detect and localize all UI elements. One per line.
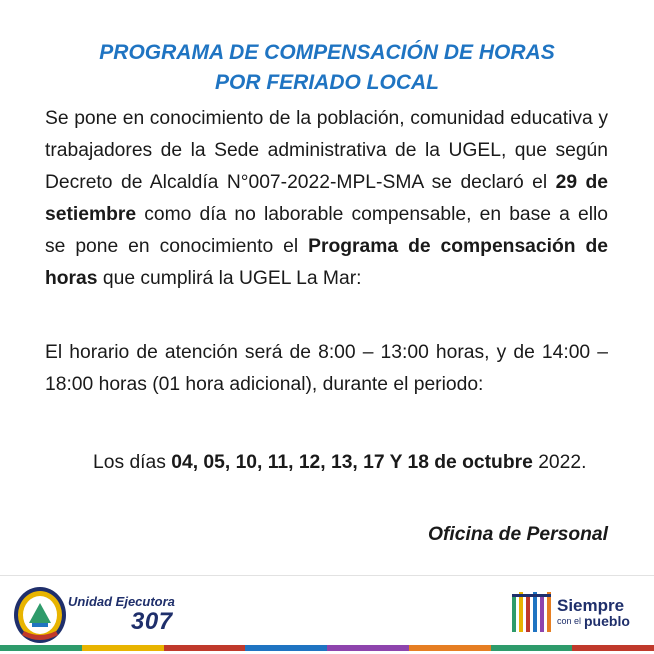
slogan-small: con el (557, 616, 582, 626)
document-title (0, 38, 654, 98)
dates-paragraph (93, 447, 608, 479)
color-stripe (82, 645, 164, 651)
ugel-seal-icon (12, 585, 68, 645)
p1-bold-program: Programa de compensación de horas (45, 236, 609, 289)
schedule-paragraph: El horario de atención será de 8:00 – 13:00 horas, y de 14:00 – 18:00 horas (01 hora adicional), durante el periodo: (45, 342, 608, 395)
p3-bold-dates: 04, 05, 10, 11, 12, 13, 17 Y 18 de octubre (171, 452, 533, 473)
p1-text-3: que cumplirá la UGEL La Mar: (97, 268, 362, 289)
title-line-2: POR FERIADO LOCAL (215, 71, 439, 94)
color-stripe (409, 645, 491, 651)
p1-bold-date: 29 de setiembre (45, 172, 608, 225)
color-stripe (245, 645, 327, 651)
p3-text-1: Los días (93, 452, 172, 473)
color-stripe (0, 645, 82, 651)
slogan-main: Siempre (557, 596, 625, 615)
announcement-paragraph (45, 103, 608, 295)
p1-text-2: como día no laborable compensable, en base a ello se pone en conocimiento el (45, 204, 608, 257)
unit-number: 307 (131, 608, 173, 635)
color-stripe (572, 645, 654, 651)
signature: Oficina de Personal (427, 524, 608, 545)
p1-text-1: Se pone en conocimiento de la población, comunidad educativa y trabajadores de la Sede administrativa de la UGEL, que según Decreto de Alcaldía N°007-2022-MPL-SMA se declaró el (45, 108, 608, 193)
color-stripe (327, 645, 409, 651)
unit-label: Unidad Ejecutora (68, 594, 175, 609)
footer-color-stripes (0, 645, 654, 651)
color-stripe (164, 645, 246, 651)
slogan-logo-icon (512, 590, 552, 634)
title-line-1: PROGRAMA DE COMPENSACIÓN DE HORAS (99, 41, 555, 64)
p3-text-2: 2022. (532, 452, 587, 473)
slogan-word: pueblo (584, 613, 630, 629)
color-stripe (491, 645, 573, 651)
footer-divider (0, 575, 654, 576)
